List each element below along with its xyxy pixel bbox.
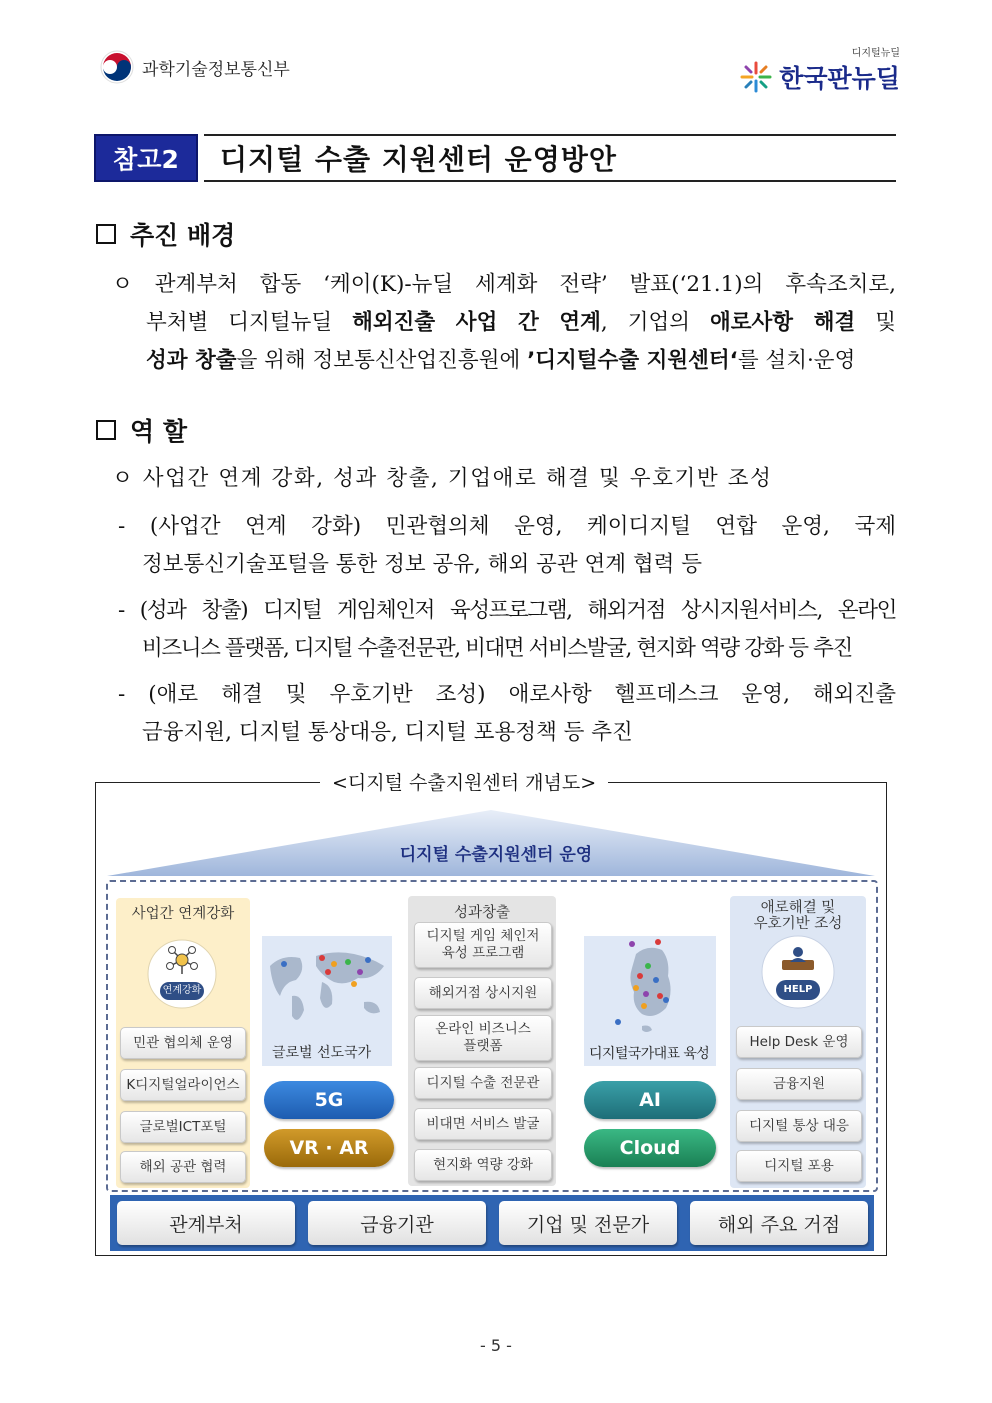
partner-box: 관계부처 bbox=[117, 1201, 295, 1245]
linkage-item: 민관 협의체 운영 bbox=[120, 1027, 246, 1059]
role-line: 비즈니스 플랫폼, 디지털 수출전문관, 비대면 서비스발굴, 현지화 역량 강화 등 추진 bbox=[142, 636, 852, 661]
ministry-header bbox=[100, 50, 290, 84]
linkage-icon-label: 연계강화 bbox=[162, 985, 202, 996]
tech-ai: AI bbox=[584, 1081, 716, 1119]
column-support-heading: 애로해결 및 우호기반 조성 bbox=[753, 900, 843, 932]
brand-name: 한국판뉴딜 bbox=[779, 64, 900, 93]
role-line: 정보통신기술포털을 통한 정보 공유, 해외 공관 연계 협력 등 bbox=[142, 552, 702, 577]
para-segment: 및 bbox=[855, 310, 896, 335]
ministry-name: 과학기술정보통신부 bbox=[142, 59, 290, 80]
title-tag: 참고2 bbox=[94, 134, 198, 182]
para-segment-bold: 해외진출 사업 간 연계 bbox=[352, 310, 601, 335]
role-item-3 bbox=[118, 676, 896, 752]
para-segment-bold: ’디지털수출 지원센터‘ bbox=[527, 348, 738, 373]
tech-5g: 5G bbox=[264, 1081, 394, 1119]
linkage-item: 글로벌ICT포털 bbox=[120, 1111, 246, 1143]
role-item-1 bbox=[118, 508, 896, 584]
page-title: 디지털 수출 지원센터 운영방안 bbox=[220, 143, 617, 176]
linkage-icon bbox=[146, 938, 218, 1010]
brand-main-row bbox=[739, 59, 900, 95]
helpdesk-icon bbox=[760, 934, 836, 1010]
role-line: - (사업간 연계 강화) 민관협의체 운영, 케이디지털 연합 운영, 국제 bbox=[118, 514, 896, 539]
diagram-caption: <디지털 수출지원센터 개념도> bbox=[320, 768, 608, 795]
performance-item: 디지털 게임 체인저 육성 프로그램 bbox=[414, 922, 552, 968]
section-heading-text: 추진 배경 bbox=[130, 221, 236, 250]
para-segment: 을 위해 정보통신산업진흥원에 bbox=[236, 348, 528, 373]
role-line: - (애로 해결 및 우호기반 조성) 애로사항 헬프데스크 운영, 해외진출 bbox=[118, 682, 896, 707]
bullet-mark: ㅇ bbox=[112, 272, 155, 297]
korea-map-label: 디지털국가대표 육성 bbox=[589, 1046, 710, 1062]
partner-box: 금융기관 bbox=[308, 1201, 486, 1245]
brand-sub: 디지털뉴딜 bbox=[851, 48, 900, 59]
brand-logo bbox=[739, 44, 900, 95]
role-line: - (성과 창출) 디지털 게임체인저 육성프로그램, 해외거점 상시지원서비스, 온라인 bbox=[118, 598, 896, 623]
para-segment-bold: 성과 창출 bbox=[146, 348, 237, 373]
partner-box: 해외 주요 거점 bbox=[690, 1201, 868, 1245]
performance-item: 해외거점 상시지원 bbox=[414, 977, 552, 1009]
column-linkage-heading: 사업간 연계강화 bbox=[131, 906, 235, 922]
para-segment: 부처별 디지털뉴딜 bbox=[146, 310, 353, 335]
roles-bullet bbox=[112, 460, 896, 498]
para-line-3 bbox=[112, 342, 896, 380]
para-segment: , 기업의 bbox=[600, 310, 710, 335]
performance-item: 온라인 비즈니스 플랫폼 bbox=[414, 1015, 552, 1061]
para-line-2 bbox=[112, 304, 896, 342]
tech-cloud: Cloud bbox=[584, 1129, 716, 1167]
section-heading-text: 역 할 bbox=[130, 417, 188, 446]
support-item: 금융지원 bbox=[736, 1068, 862, 1100]
roof-title: 디지털 수출지원센터 운영 bbox=[399, 845, 593, 865]
background-paragraph bbox=[112, 266, 896, 380]
column-performance-heading: 성과창출 bbox=[453, 905, 511, 921]
page-number: - 5 - bbox=[480, 1336, 512, 1355]
sparkle-icon bbox=[739, 60, 773, 94]
world-map-label: 글로벌 선도국가 bbox=[272, 1045, 372, 1061]
checkbox-square-icon bbox=[96, 224, 116, 244]
helpdesk-icon-label: HELP bbox=[783, 984, 813, 995]
roles-bullet-line: ㅇ 사업간 연계 강화, 성과 창출, 기업애로 해결 및 우호기반 조성 bbox=[112, 466, 773, 491]
section-heading-background bbox=[96, 216, 235, 252]
government-emblem-icon bbox=[100, 50, 134, 84]
para-line-1 bbox=[112, 266, 896, 304]
performance-item: 디지털 수출 전문관 bbox=[414, 1067, 552, 1099]
para-segment: 를 설치·운영 bbox=[737, 348, 856, 373]
support-item: 디지털 통상 대응 bbox=[736, 1110, 862, 1142]
linkage-item: K디지털얼라이언스 bbox=[120, 1069, 246, 1101]
tech-vr-ar: VR · AR bbox=[264, 1129, 394, 1167]
title-rule-top bbox=[204, 134, 896, 136]
partner-box: 기업 및 전문가 bbox=[499, 1201, 677, 1245]
role-line: 금융지원, 디지털 통상대응, 디지털 포용정책 등 추진 bbox=[142, 720, 633, 745]
support-item: 디지털 포용 bbox=[736, 1150, 862, 1182]
linkage-item: 해외 공관 협력 bbox=[120, 1151, 246, 1183]
para-segment: 관계부처 합동 ‘케이(K)-뉴딜 세계화 전략’ 발표(‘21.1)의 후속조치로, bbox=[154, 272, 897, 297]
checkbox-square-icon bbox=[96, 420, 116, 440]
support-item: Help Desk 운영 bbox=[736, 1026, 862, 1058]
role-item-2 bbox=[118, 592, 896, 668]
section-heading-roles bbox=[96, 412, 187, 448]
performance-item: 비대면 서비스 발굴 bbox=[414, 1108, 552, 1140]
para-segment-bold: 애로사항 해결 bbox=[710, 310, 856, 335]
performance-item: 현지화 역량 강화 bbox=[414, 1149, 552, 1181]
title-rule-bottom bbox=[204, 180, 896, 182]
